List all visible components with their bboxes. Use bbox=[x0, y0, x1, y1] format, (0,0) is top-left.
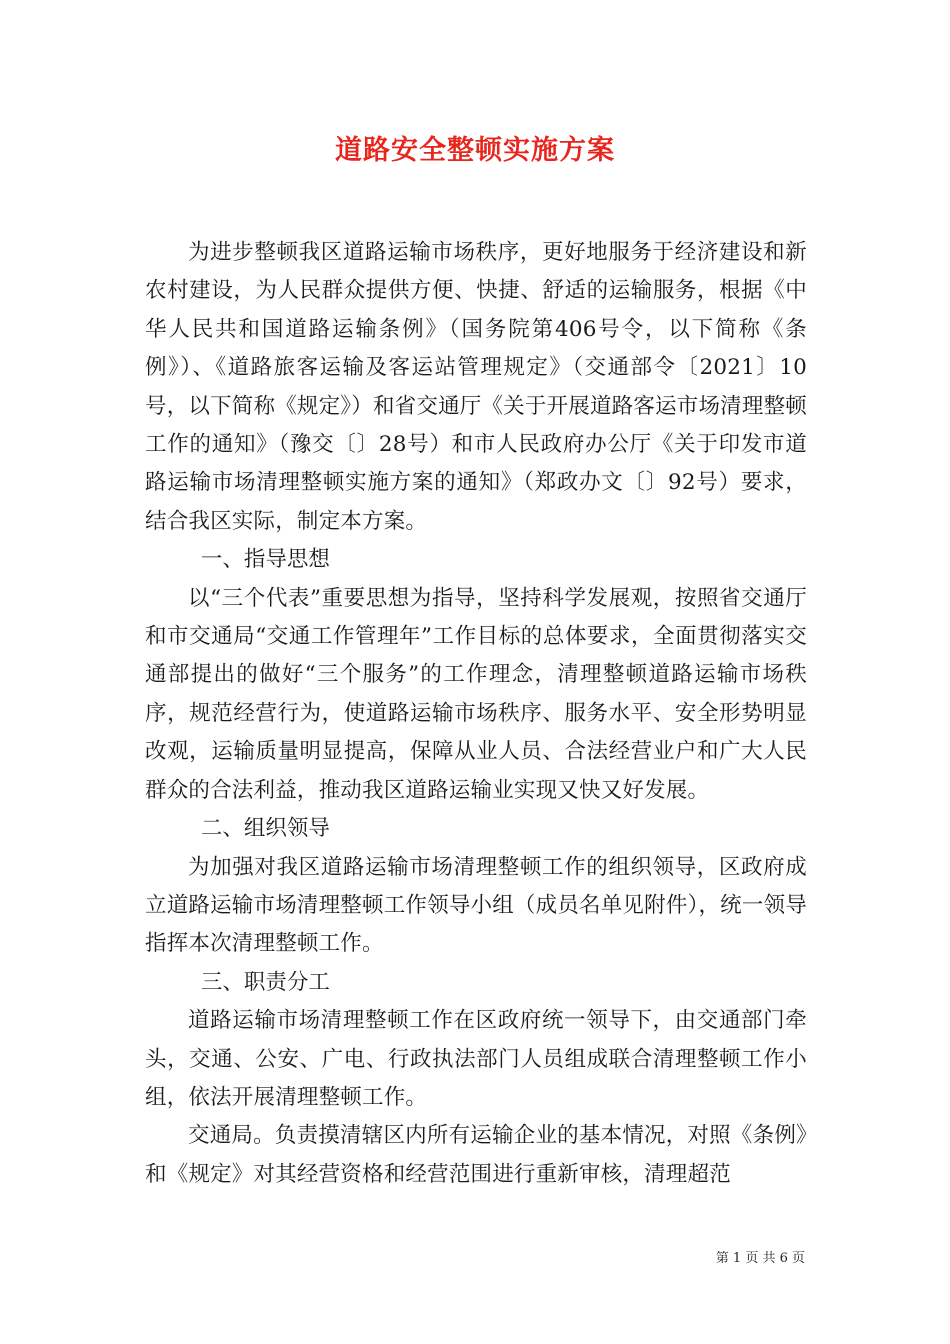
organization-paragraph: 为加强对我区道路运输市场清理整顿工作的组织领导，区政府成立道路运输市场清理整顿工作领导小组（成员名单见附件），统一领导指挥本次清理整顿工作。 bbox=[145, 854, 807, 957]
document-title: 道路安全整顿实施方案 bbox=[335, 135, 615, 166]
page-number: 第 1 页 共 6 页 bbox=[715, 1251, 805, 1266]
section-heading-responsibilities: 三、职责分工 bbox=[200, 969, 330, 995]
guiding-ideology-paragraph: 以“三个代表”重要思想为指导，坚持科学发展观，按照省交通厅和市交通局“交通工作管理年”工作目标的总体要求，全面贯彻落实交通部提出的做好“三个服务”的工作理念，清理整顿道路运输市场秩序，规范经营行为，使道路运输市场秩序、服务水平、安全形势明显改观，运输质量明显提高，保障从业人员、合法经营业户和广大人民群众的合法利益，推动我区道路运输业实现又快又好发展。 bbox=[145, 585, 807, 803]
document-body bbox=[145, 234, 807, 1194]
responsibilities-paragraph: 道路运输市场清理整顿工作在区政府统一领导下，由交通部门牵头，交通、公安、广电、行政执法部门人员组成联合清理整顿工作小组，依法开展清理整顿工作。 bbox=[145, 1008, 807, 1110]
intro-paragraph: 为进步整顿我区道路运输市场秩序，更好地服务于经济建设和新农村建设，为人民群众提供方便、快捷、舒适的运输服务，根据《中华人民共和国道路运输条例》（国务院第406号令，以下简称《条例》）、《道路旅客运输及客运站管理规定》（交通部令〔2021〕10号，以下简称《规定》）和省交通厅《关于开展道路客运市场清理整顿工作的通知》（豫交〔〕28号）和市人民政府办公厅《关于印发市道路运输市场清理整顿实施方案的通知》（郑政办文〔〕92号）要求，结合我区实际，制定本方案。 bbox=[145, 240, 807, 534]
section-heading-organization: 二、组织领导 bbox=[200, 816, 330, 842]
transport-bureau-paragraph: 交通局。负责摸清辖区内所有运输企业的基本情况，对照《条例》和《规定》对其经营资格和经营范围进行重新审核，清理超范 bbox=[145, 1123, 807, 1187]
section-heading-guiding-ideology: 一、指导思想 bbox=[200, 547, 330, 573]
